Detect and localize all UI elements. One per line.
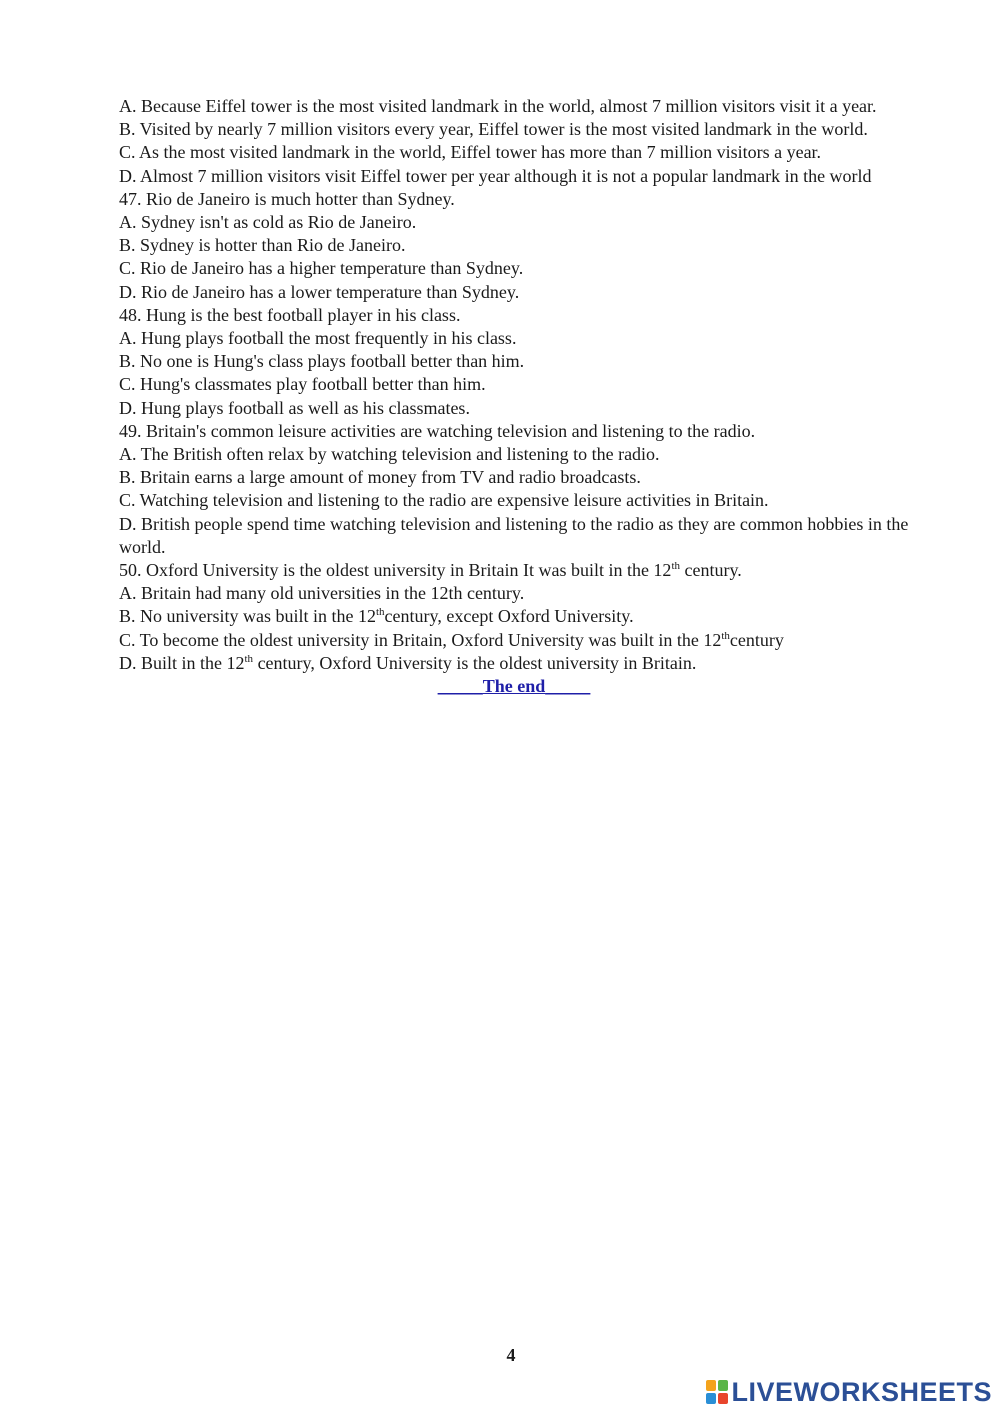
q48-option-b: B. No one is Hung's class plays football better than him.	[119, 351, 525, 372]
q46-option-d: D. Almost 7 million visitors visit Eiffel tower per year although it is not a popular landmark in the world	[119, 165, 872, 186]
q50-option-b: B. No university was built in the 12thcentury, except Oxford University.	[119, 606, 634, 627]
q46-option-c: C. As the most visited landmark in the world, Eiffel tower has more than 7 million visitors a year.	[119, 142, 822, 163]
q49-option-c: C. Watching television and listening to the radio are expensive leisure activities in Britain.	[119, 490, 769, 511]
q46-option-a: A. Because Eiffel tower is the most visited landmark in the world, almost 7 million visitors visit it a year.	[119, 96, 877, 116]
q46-option-b: B. Visited by nearly 7 million visitors every year, Eiffel tower is the most visited landmark in the world.	[119, 119, 868, 140]
brand-name: LIVEWORKSHEETS	[731, 1376, 992, 1407]
q48-option-a: A. Hung plays football the most frequently in his class.	[119, 328, 517, 349]
page-number: 4	[506, 1345, 516, 1365]
q50-stem: 50. Oxford University is the oldest university in Britain It was built in the 12th century.	[119, 560, 742, 581]
q50-option-d: D. Built in the 12th century, Oxford University is the oldest university in Britain.	[119, 652, 697, 673]
liveworksheets-logo-icon	[706, 1380, 728, 1404]
q49-stem: 49. Britain's common leisure activities are watching television and listening to the radio.	[119, 420, 756, 441]
q49-option-a: A. The British often relax by watching television and listening to the radio.	[119, 444, 660, 465]
q49-option-d: D. British people spend time watching television and listening to the radio as they are common hobbies in the world.	[119, 513, 909, 557]
q48-option-c: C. Hung's classmates play football better than him.	[119, 374, 486, 395]
the-end-marker: _____The end_____	[437, 676, 591, 697]
liveworksheets-brand[interactable]	[706, 1377, 992, 1407]
q47-stem: 47. Rio de Janeiro is much hotter than Sydney.	[119, 188, 455, 209]
q47-option-b: B. Sydney is hotter than Rio de Janeiro.	[119, 235, 406, 256]
q49-option-b: B. Britain earns a large amount of money from TV and radio broadcasts.	[119, 467, 641, 488]
q47-option-d: D. Rio de Janeiro has a lower temperature than Sydney.	[119, 281, 520, 302]
q47-option-c: C. Rio de Janeiro has a higher temperature than Sydney.	[119, 258, 524, 279]
q48-stem: 48. Hung is the best football player in his class.	[119, 304, 461, 325]
q47-option-a: A. Sydney isn't as cold as Rio de Janeiro.	[119, 212, 417, 233]
worksheet-body	[119, 95, 909, 698]
q48-option-d: D. Hung plays football as well as his classmates.	[119, 397, 470, 418]
q50-option-c: C. To become the oldest university in Britain, Oxford University was built in the 12thcentury	[119, 629, 784, 650]
q50-option-a: A. Britain had many old universities in the 12th century.	[119, 583, 525, 604]
